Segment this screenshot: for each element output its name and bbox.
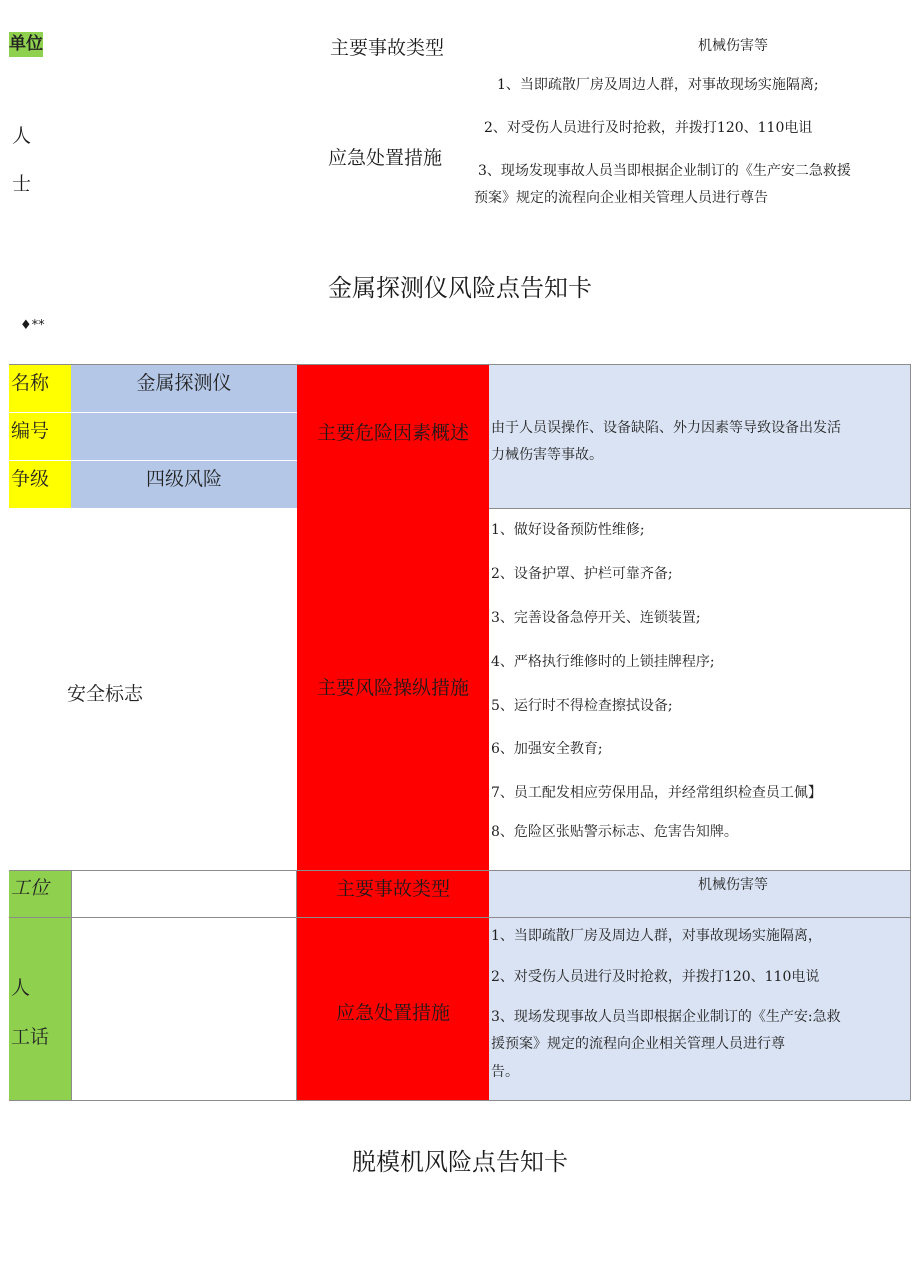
emergency-line: 3、现场发现事故人员当即根据企业制订的《生产安:急救 [491,1009,841,1025]
number-label: 编号 [11,420,50,442]
name-value: 金属探测仪 [136,372,232,394]
card-title: 金属探测仪风险点告知卡 [328,274,592,302]
table-border [9,1100,911,1101]
post-value-bg [71,870,297,1100]
accident-type-label: 主要事故类型 [335,878,450,900]
person-label: 人 [11,977,31,999]
table-border [9,364,911,365]
table-border [910,365,911,1100]
top-accident-type-label: 主要事故类型 [330,37,445,59]
control-measure: 1、做好设备预防性维修; [491,522,645,538]
control-measure: 5、运行时不得检查擦拭设备; [491,698,673,714]
control-measure: 4、严格执行维修时的上锁挂牌程序; [491,654,715,670]
top-post-tag: 单位 [9,32,43,57]
decorative-mark: ♦** [20,318,45,333]
emergency-label: 应急处置措施 [335,1002,450,1024]
post-label: 工位 [11,877,50,899]
hazard-line: 力械伤害等事故。 [491,447,603,463]
name-label: 名称 [11,372,50,394]
table-divider [71,870,72,1100]
accident-emergency-label-bg [297,870,489,1100]
table-divider [489,508,911,509]
control-measure: 2、设备护罩、护栏可靠齐备; [491,566,673,582]
card-title: 脱模机风险点告知卡 [352,1148,568,1176]
emergency-line: 1、当即疏散厂房及周边人群，对事故现场实施隔离， [491,928,822,944]
control-measure: 3、完善设备急停开关、连锁装置; [491,610,701,626]
emergency-line: 援预案》规定的流程向企业相关管理人员进行尊 [491,1036,785,1052]
top-emergency-label: 应急处置措施 [328,147,443,169]
person-label-2: 工话 [11,1026,50,1048]
table-divider [9,917,911,918]
table-divider [9,460,297,461]
top-person-label: 人 [12,125,32,147]
emergency-line: 告。 [491,1064,519,1080]
top-accident-type-value: 机械伤害等 [698,38,768,54]
hazard-line: 由于人员误操作、设备缺陷、外力因素等导致设备出发活 [491,420,841,436]
top-emergency-line: 2、对受伤人员进行及时抢救，并拨打120、110电诅 [484,120,813,136]
top-person-label-2: 士 [12,173,32,195]
top-emergency-line: 预案》规定的流程向企业相关管理人员进行尊告 [474,190,768,206]
control-label: 主要风险操纵措施 [316,677,469,699]
top-emergency-line: 1、当即疏散厂房及周边人群，对事故现场实施隔离; [497,77,819,93]
level-value: 四级风险 [145,468,222,490]
level-label: 争级 [11,468,50,490]
table-divider [9,870,911,871]
table-divider [9,412,297,413]
accident-type-value: 机械伤害等 [698,877,768,893]
control-measure: 7、员工配发相应劳保用品，并经常组织检查员工佩】 [491,785,822,801]
hazard-label: 主要危险因素概述 [316,422,469,444]
safety-sign-label: 安全标志 [67,683,144,705]
control-measure: 8、危险区张贴警示标志、危害告知牌。 [491,824,738,840]
emergency-line: 2、对受伤人员进行及时抢救，并拨打120、110电说 [491,969,820,985]
top-emergency-line: 3、现场发现事故人员当即根据企业制订的《生产安二急救援 [478,163,851,179]
table-divider [296,870,297,1100]
control-measure: 6、加强安全教育; [491,741,603,757]
